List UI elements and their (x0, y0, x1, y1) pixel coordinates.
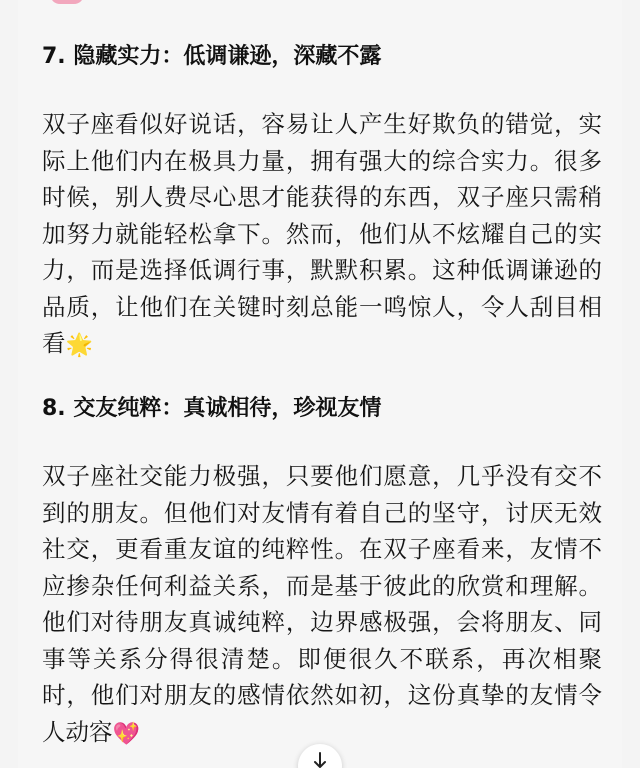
section-7-text: 双子座看似好说话，容易让人产生好欺负的错觉，实际上他们内在极具力量，拥有强大的综合实力。很多时候，别人费尽心思才能获得的东西，双子座只需稍加努力就能轻松拿下。然而，他们从不炫耀自己的实力，而是选择低调行事，默默积累。这种低调谦逊的品质，让他们在关键时刻总能一鸣惊人，令人刮目相看 (42, 110, 602, 357)
section-7-paragraph (42, 106, 602, 362)
glowing-star-icon: 🌟 (65, 333, 93, 358)
sparkling-heart-icon: 💖 (112, 721, 140, 747)
section-8-heading: 8. 交友纯粹：真诚相待，珍视友情 (42, 396, 382, 421)
arrow-down-icon (312, 752, 328, 768)
section-8-paragraph (42, 458, 602, 750)
section-7-heading: 7. 隐藏实力：低调谦逊，深藏不露 (42, 44, 382, 69)
section-8-text: 双子座社交能力极强，只要他们愿意，几乎没有交不到的朋友。但他们对友情有着自己的坚守，讨厌无效社交，更看重友谊的纯粹性。在双子座看来，友情不应掺杂任何利益关系，而是基于彼此的欣赏和理解。他们对待朋友真诚纯粹，边界感极强，会将朋友、同事等关系分得很清楚。即便很久不联系，再次相聚时，他们对朋友的感情依然如初，这份真挚的友情令人动容 (42, 462, 602, 746)
